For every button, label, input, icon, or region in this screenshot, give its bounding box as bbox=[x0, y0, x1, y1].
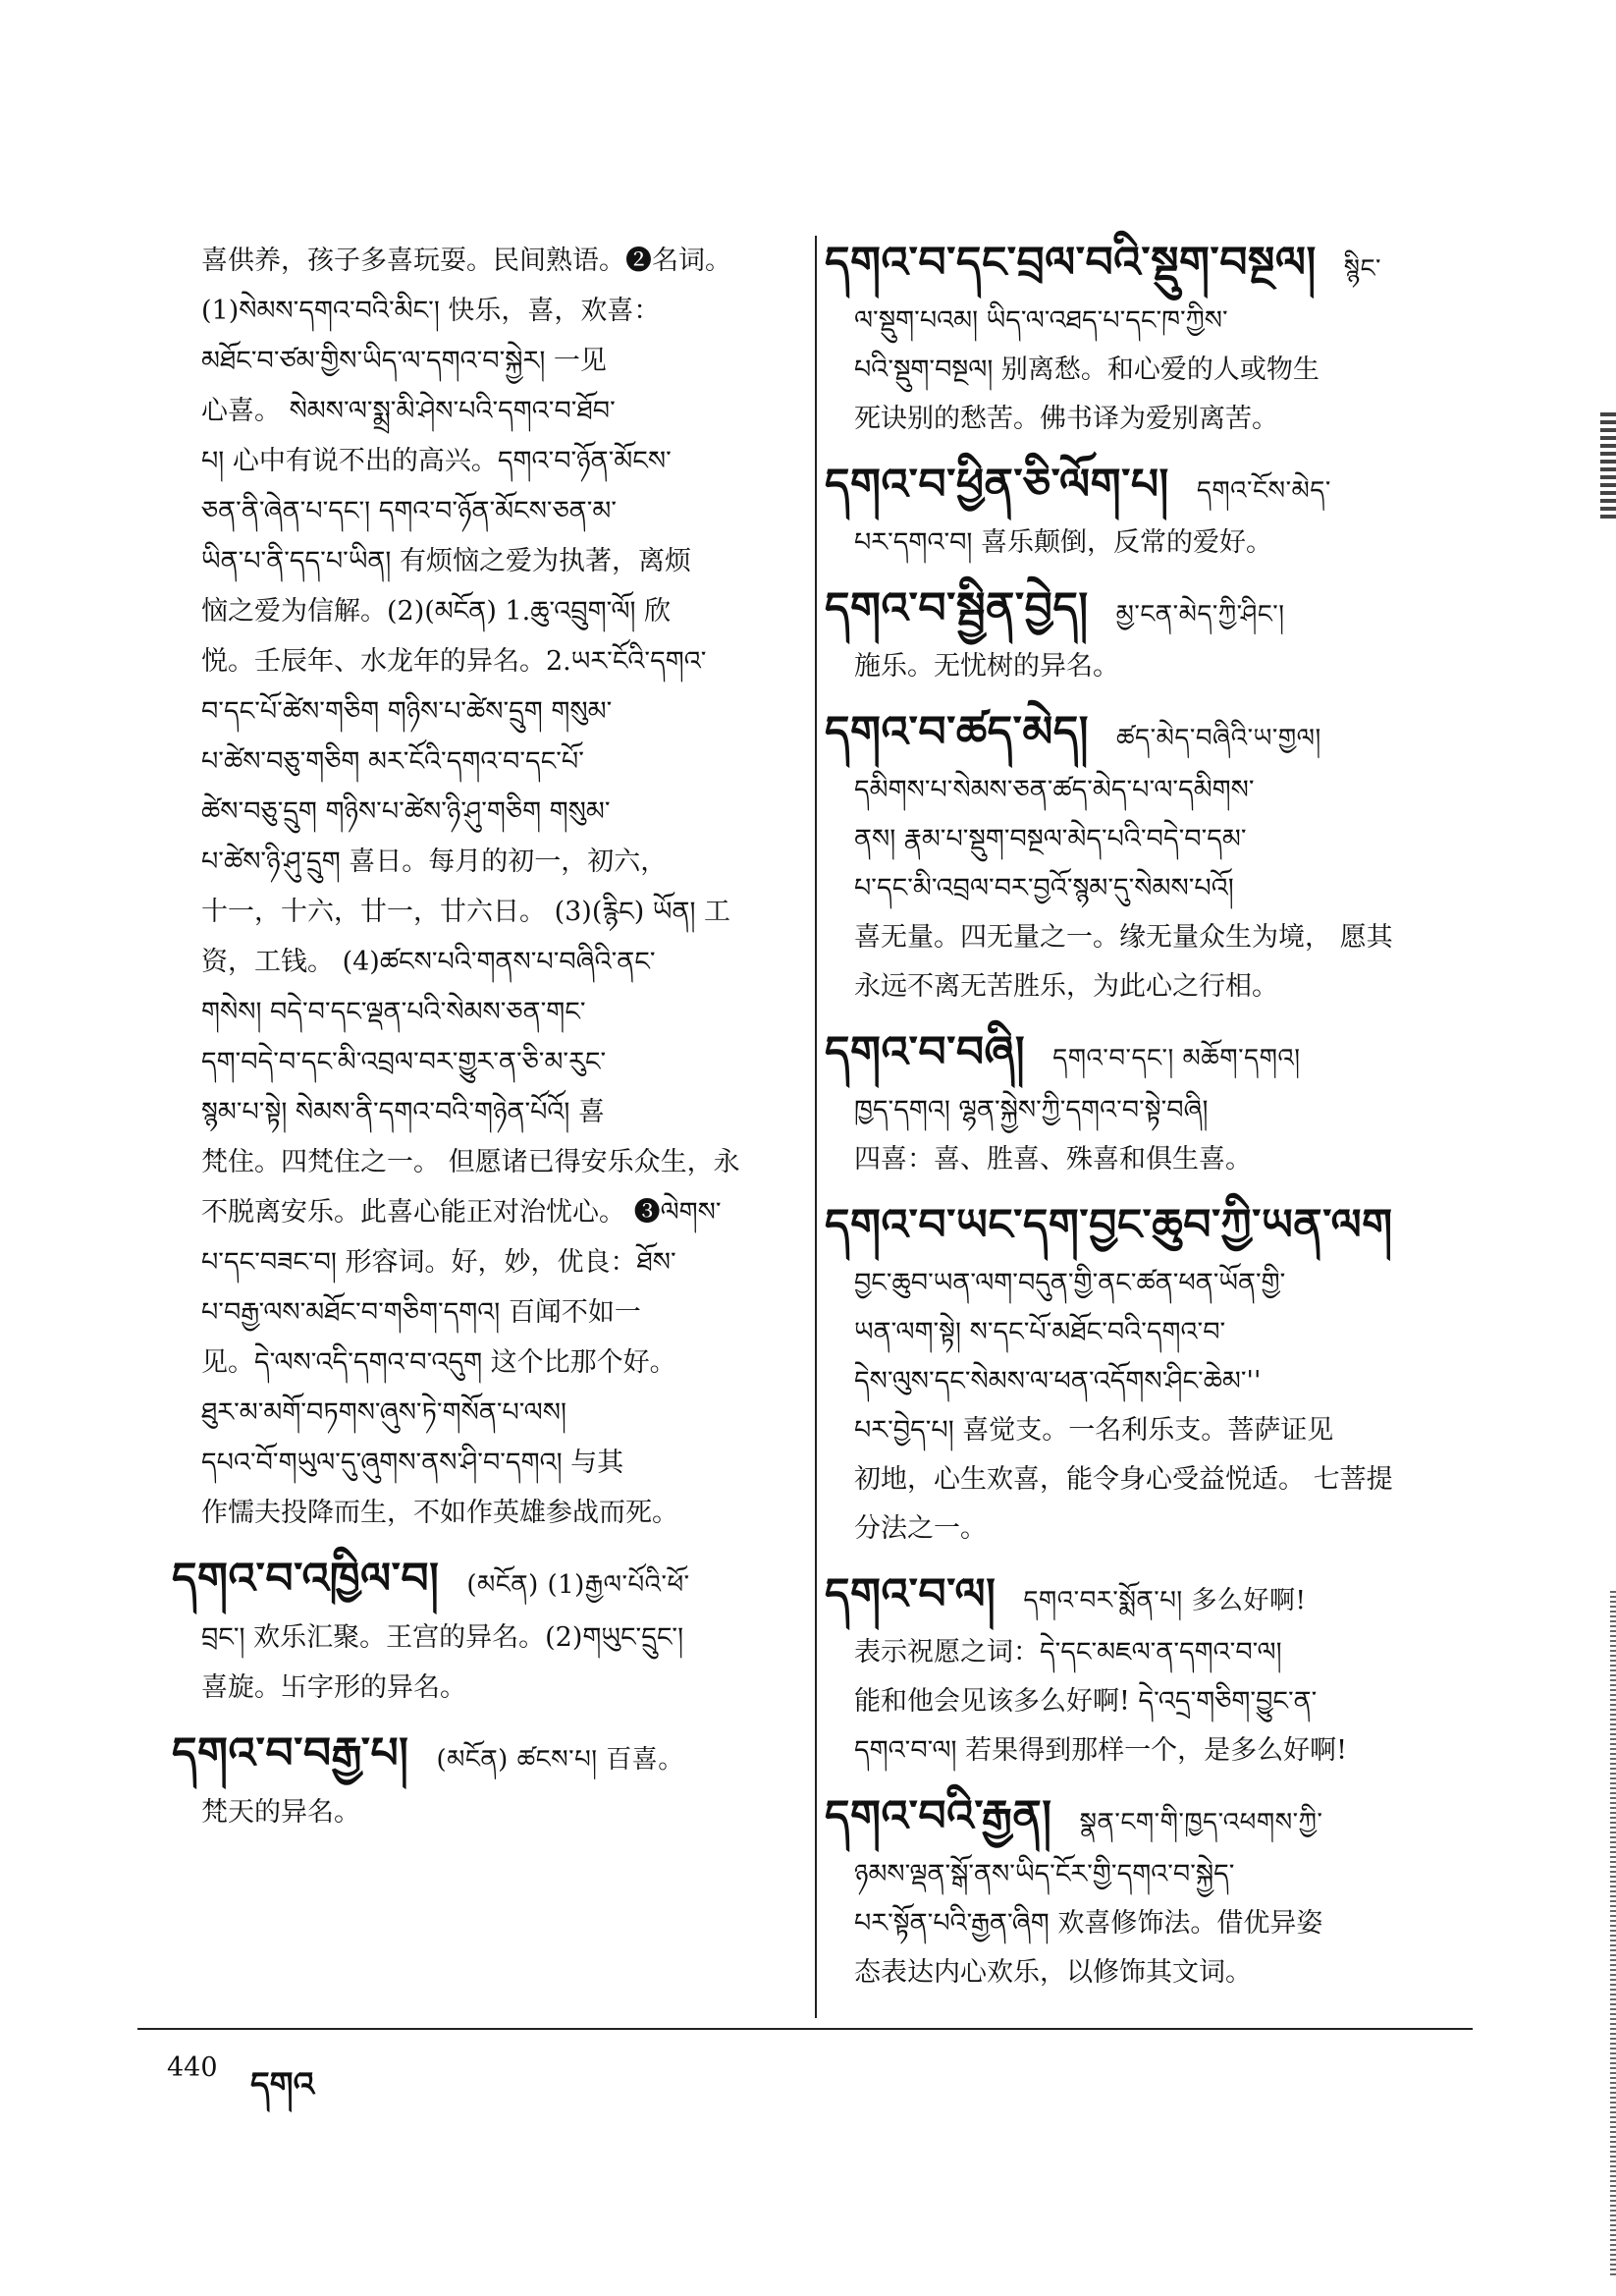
dictionary-entry bbox=[825, 458, 1482, 568]
text-line: དག་བདེ་བ་དང་མི་འབྲལ་བར་གྱུར་ན་ཅི་མ་རུང་ bbox=[201, 1047, 607, 1077]
text-line: ཅན་ནི་ཞེན་པ་དང་། དགའ་བ་ཉོན་མོངས་ཅན་མ་ bbox=[201, 496, 618, 526]
text-line: དེས་ལུས་དང་སེམས་ལ་ཕན་འདོགས་ཤིང་ཆེམ་'' bbox=[854, 1366, 1262, 1396]
text-line: 喜旋。卐字形的异名。 bbox=[201, 1672, 466, 1703]
entry-headword bbox=[825, 1025, 1482, 1086]
entry-inline-gloss: སྣན་ངག་གི་ཁྱད་འཕགས་ཀྱི་ bbox=[1079, 1808, 1323, 1837]
text-line: དགའ་བ་ལ། 若果得到那样一个，是多么好啊! bbox=[854, 1735, 1347, 1766]
text-line: པ། 心中有说不出的高兴。དགའ་བ་ཉོན་མོངས་ bbox=[201, 446, 672, 476]
entry-headword bbox=[825, 1567, 1482, 1628]
text-line: 能和他会见该多么好啊! དེ་འདྲ་གཅིག་བྱུང་ན་ bbox=[854, 1686, 1318, 1717]
entry-headword bbox=[825, 1198, 1482, 1259]
entry-inline-gloss: དགའ་བར་སྨོན་པ། 多么好啊! bbox=[1023, 1586, 1307, 1615]
headword-text: དགའ་བ་འཁྱིལ་བ། bbox=[172, 1554, 440, 1604]
text-line: ཉམས་ལྡན་སྒོ་ནས་ཡིད་ངོར་གྱི་དགའ་བ་སྐྱེད་ bbox=[854, 1859, 1235, 1889]
running-head: དགའ bbox=[250, 2065, 315, 2105]
scan-edge-mark bbox=[1600, 412, 1616, 520]
text-line: ཁྱད་དགའ། ལྷན་སྐྱེས་ཀྱི་དགའ་བ་སྟེ་བཞི། bbox=[854, 1095, 1209, 1125]
entry-inline-gloss: མྱ་ངན་མེད་ཀྱི་ཤིང་། bbox=[1115, 600, 1285, 629]
entry-inline-gloss: ཚད་མེད་བཞིའི་ཡ་གྱལ། bbox=[1116, 724, 1321, 753]
left-column bbox=[172, 236, 790, 1851]
text-line: 见。དེ་ལས་འདི་དགའ་བ་འདུག 这个比那个好。 bbox=[201, 1347, 676, 1378]
column-divider bbox=[815, 236, 817, 2018]
text-line: 十一，十六，廿一，廿六日。 (3)(རྙིང) ཡོན། 工 bbox=[201, 897, 731, 927]
text-line: 资，工钱。 (4)ཚངས་པའི་གནས་པ་བཞིའི་ནང་ bbox=[201, 947, 656, 977]
text-line: (1)སེམས་དགའ་བའི་མིང་། 快乐，喜，欢喜： bbox=[201, 296, 661, 326]
text-line: 永远不离无苦胜乐，为此心之行相。 bbox=[854, 971, 1278, 1002]
text-line: 喜供养，孩子多喜玩耍。民间熟语。❷名词。 bbox=[201, 246, 731, 276]
text-line: 悦。壬辰年、水龙年的异名。2.ཡར་ངོའི་དགའ་ bbox=[201, 646, 707, 677]
headword-text: དགའ་བ་ཡང་དག་བྱང་ཆུབ་ཀྱི་ཡན་ལག bbox=[825, 1200, 1393, 1250]
text-line: 初地，心生欢喜，能令身心受益悦适。 七菩提 bbox=[854, 1464, 1393, 1495]
entry-headword bbox=[825, 581, 1482, 642]
text-line: 死诀别的愁苦。佛书译为爱别离苦。 bbox=[854, 404, 1278, 434]
dictionary-entry bbox=[825, 1198, 1482, 1554]
text-line: པ་བརྒྱ་ལས་མཐོང་བ་གཅིག་དགའ། 百闻不如一 bbox=[201, 1297, 641, 1328]
text-line: པ་དང་བཟང་བ། 形容词。好，妙，优良：ཐོས་ bbox=[201, 1247, 676, 1278]
dictionary-entry bbox=[172, 1726, 790, 1837]
dictionary-entry bbox=[825, 705, 1482, 1011]
dictionary-entry bbox=[825, 1567, 1482, 1776]
text-line: ལ་སྡུག་པའམ། ཡིད་ལ་འཐད་པ་དང་ཁ་ཀྱིས་ bbox=[854, 305, 1228, 336]
entry-headword bbox=[825, 705, 1482, 766]
entry-inline-gloss: དགའ་བ་དང་། མཆོག་དགའ། bbox=[1052, 1044, 1301, 1073]
text-line: 梵住。四梵住之一。 但愿诸已得安乐众生，永 bbox=[201, 1147, 740, 1177]
entry-headword bbox=[172, 1552, 790, 1613]
entry-inline-gloss: (མངོན) ཚངས་པ། 百喜。 bbox=[436, 1745, 684, 1775]
text-line: པ་དང་མི་འབྲལ་བར་བྱའོ་སྙམ་དུ་སེམས་པའོ། bbox=[854, 873, 1234, 903]
text-line: པའི་སྡུག་བསྔལ། 别离愁。和心爱的人或物生 bbox=[854, 355, 1320, 385]
text-line: བ་དང་པོ་ཚེས་གཅིག གཉིས་པ་ཚེས་དྲུག གསུམ་ bbox=[201, 696, 613, 727]
headword-text: དགའ་བ་བརྒྱ་པ། bbox=[172, 1728, 409, 1778]
entry-inline-gloss: དགའ་ངོས་མེད་ bbox=[1196, 476, 1331, 506]
text-line: 不脱离安乐。此喜心能正对治忧心。 ❸ལེགས་ bbox=[201, 1197, 722, 1228]
text-line: གསེས། བདེ་བ་དང་ལྡན་པའི་སེམས་ཅན་གང་ bbox=[201, 997, 586, 1027]
text-line: 梵天的异名。 bbox=[201, 1797, 360, 1828]
entry-headword bbox=[172, 1726, 790, 1787]
text-line: 作懦夫投降而生，不如作英雄参战而死。 bbox=[201, 1498, 678, 1528]
text-line: 恼之爱为信解。(2)(མངོན) 1.ཆུ་འབྲུག་ལོ། 欣 bbox=[201, 596, 672, 627]
entry-headword bbox=[825, 458, 1482, 519]
headword-text: དགའ་བའི་རྒྱན། bbox=[825, 1791, 1052, 1841]
text-line: ཡིན་པ་ནི་དད་པ་ཡིན། 有烦恼之爱为执著，离烦 bbox=[201, 546, 691, 576]
entry-inline-gloss: སྙིང་ bbox=[1343, 254, 1381, 284]
dictionary-entry bbox=[825, 1025, 1482, 1184]
text-line: 态表达内心欢乐，以修饰其文词。 bbox=[854, 1957, 1252, 1988]
headword-text: དགའ་བ་ཚད་མེད། bbox=[825, 707, 1090, 757]
text-line: ནས། རྣམ་པ་སྡུག་བསྔལ་མེད་པའི་བདེ་བ་དམ་ bbox=[854, 824, 1247, 854]
entry-inline-gloss: (མངོན) (1)རྒྱལ་པོའི་ཕོ་ bbox=[466, 1570, 690, 1600]
dictionary-entry bbox=[172, 1552, 790, 1713]
text-line: བྱང་ཆུབ་ཡན་ལག་བདུན་གྱི་ནང་ཚན་ཕན་ཡོན་གྱི་ bbox=[854, 1268, 1286, 1298]
dictionary-entry bbox=[825, 236, 1482, 444]
text-line: 施乐。无忧树的异名。 bbox=[854, 651, 1119, 682]
continued-entry bbox=[201, 236, 790, 1538]
text-line: པར་བྱེད་པ། 喜觉支。一名利乐支。菩萨证见 bbox=[854, 1415, 1334, 1446]
entry-headword bbox=[825, 236, 1482, 297]
dictionary-entry bbox=[825, 581, 1482, 691]
entry-headword bbox=[825, 1789, 1482, 1850]
text-line: 喜无量。四无量之一。缘无量众生为境， 愿其 bbox=[854, 922, 1393, 953]
text-line: མཐོང་བ་ཙམ་གྱིས་ཡིད་ལ་དགའ་བ་སྐྱེར། 一见 bbox=[201, 346, 607, 376]
text-line: ཐུར་མ་མགོ་བཏགས་ཞུས་ཏེ་གསོན་པ་ལས། bbox=[201, 1397, 566, 1428]
dictionary-entry bbox=[825, 1789, 1482, 1997]
text-line: པ་ཚེས་ཉི་ཤུ་དྲུག 喜日。每月的初一，初六， bbox=[201, 847, 668, 877]
headword-text: དགའ་བ་ལ། bbox=[825, 1569, 997, 1619]
text-line: ཚེས་བཅུ་དྲུག གཉིས་པ་ཚེས་ཉི་ཤུ་གཅིག གསུམ་ bbox=[201, 796, 611, 827]
text-line: 表示祝愿之词：དེ་དང་མཇལ་ན་དགའ་བ་ལ། bbox=[854, 1637, 1282, 1667]
text-line: པ་ཚེས་བཅུ་གཅིག མར་ངོའི་དགའ་བ་དང་པོ་ bbox=[201, 746, 584, 777]
footer-rule bbox=[137, 2028, 1473, 2030]
scan-edge-mark bbox=[1610, 1591, 1616, 2278]
headword-text: དགའ་བ་བཞི། bbox=[825, 1027, 1026, 1077]
text-line: དམིགས་པ་སེམས་ཅན་ཚད་མེད་པ་ལ་དམིགས་ bbox=[854, 775, 1255, 805]
headword-text: དགའ་བ་དང་བྲལ་བའི་སྡུག་བསྔལ། bbox=[825, 238, 1317, 288]
text-line: ཡན་ལག་སྟེ། ས་དང་པོ་མཐོང་བའི་དགའ་བ་ bbox=[854, 1317, 1226, 1347]
text-line: སྙམ་པ་སྟེ། སེམས་ནི་དགའ་བའི་གཉེན་པོའོ། 喜 bbox=[201, 1097, 606, 1127]
right-column bbox=[825, 236, 1482, 2011]
page-number: 440 bbox=[167, 2052, 218, 2083]
text-line: དཔའ་བོ་གཡུལ་དུ་ཞུགས་ནས་ཤི་བ་དགའ། 与其 bbox=[201, 1448, 624, 1478]
text-line: བྲང་། 欢乐汇聚。王宫的异名。(2)གཡུང་དྲུང་། bbox=[201, 1622, 684, 1653]
text-line: 心喜。 སེམས་ལ་སྨྲ་མི་ཤེས་པའི་དགའ་བ་ཐོབ་ bbox=[201, 396, 616, 426]
text-line: པར་སྟོན་པའི་རྒྱན་ཞིག 欢喜修饰法。借优异姿 bbox=[854, 1908, 1323, 1939]
headword-text: དགའ་བ་ཕྱིན་ཅི་ལོག་པ། bbox=[825, 460, 1169, 510]
text-line: 四喜：喜、胜喜、殊喜和俱生喜。 bbox=[854, 1144, 1252, 1175]
headword-text: དགའ་བ་སྦྱིན་བྱེད། bbox=[825, 583, 1089, 633]
text-line: པར་དགའ་བ། 喜乐颠倒，反常的爱好。 bbox=[854, 527, 1273, 558]
text-line: 分法之一。 bbox=[854, 1513, 987, 1544]
